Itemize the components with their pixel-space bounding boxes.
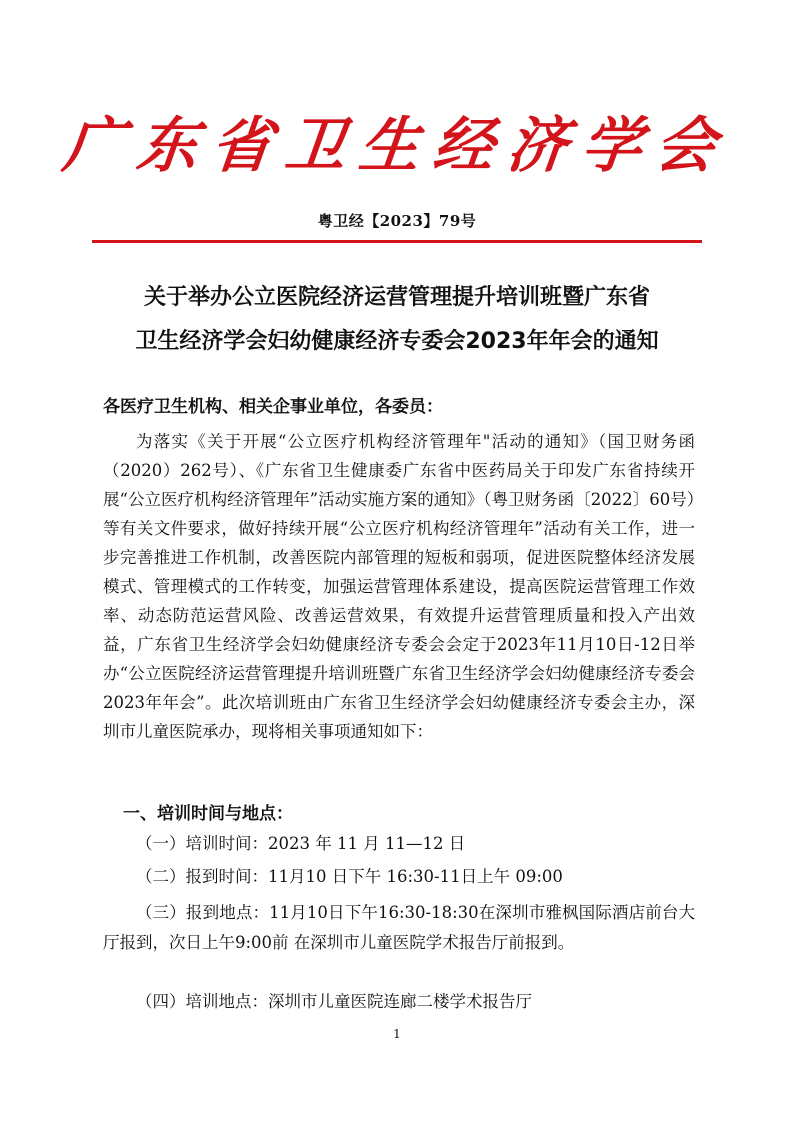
list-item: （四）培训地点：深圳市儿童医院连廊二楼学术报告厅 — [136, 992, 532, 1011]
title-line-1: 关于举办公立医院经济运营管理提升培训班暨广东省 — [143, 285, 650, 310]
page-number: 1 — [393, 1027, 401, 1041]
list-item: （三）报到地点：11月10日下午16:30-18:30在深圳市雅枫国际酒店前台大厅报到，次日上午9:00前 在深圳市儿童医院学术报告厅前报到。 — [103, 903, 695, 952]
organization-header: 广东省卫生经济学会 — [59, 111, 734, 181]
list-item: （一）培训时间：2023 年 11 月 11—12 日 — [136, 834, 466, 853]
salutation: 各医疗卫生机构、相关企事业单位，各委员： — [103, 397, 443, 417]
body-paragraph: 为落实《关于开展“公立医疗机构经济管理年"活动的通知》（国卫财务函（2020）262号）、《广东省卫生健康委广东省中医药局关于印发广东省持续开展“公立医疗机构经济管理年”活动实施方案的通知》（粤卫财务函〔2022〕60号）等有关文件要求，做好持续开展“公立医疗机构经济管理年”活动有关工作，进一步完善推进工作机制，改善医院内部管理的短板和弱项，促进医院整体经济发展模式、管理模式的工作转变，加强运营管理体系建设，提高医院运营管理工作效率、动态防范运营风险、改善运营效果，有效提升运营管理质量和投入产出效益，广东省卫生经济学会妇幼健康经济专委会会定于2023年11月10日-12日举办“公立医院经济运营管理提升培训班暨广东省卫生经济学会妇幼健康经济专委会2023年年会”。此次培训班由广东省卫生经济学会妇幼健康经济专委会主办，深圳市儿童医院承办，现将相关事项通知如下： — [103, 432, 695, 741]
title-line-2: 卫生经济学会妇幼健康经济专委会2023年年会的通知 — [135, 329, 659, 354]
section-heading: 一、培训时间与地点： — [123, 804, 293, 824]
document-title — [92, 276, 702, 364]
document-number: 粤卫经【2023】79号 — [317, 212, 477, 230]
red-divider — [92, 240, 702, 243]
list-item: （二）报到时间：11月10 日下午 16:30-11日上午 09:00 — [136, 867, 563, 886]
